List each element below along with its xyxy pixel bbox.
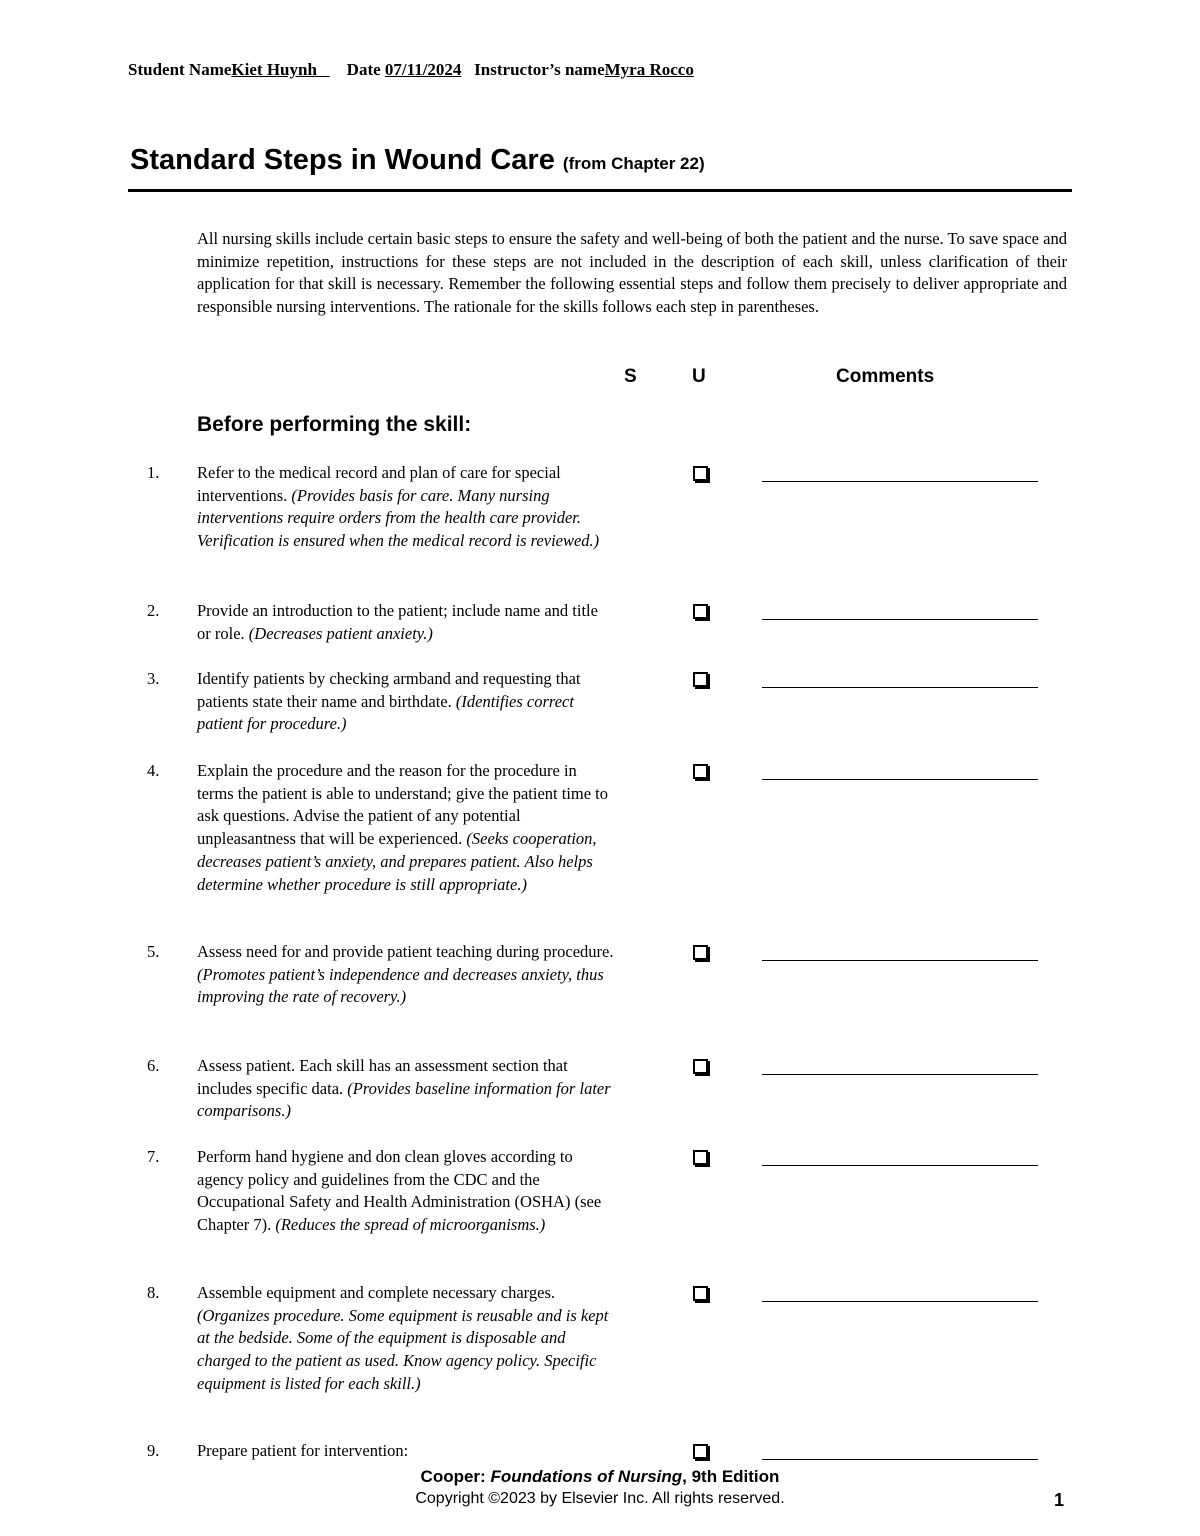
step-checkbox[interactable] xyxy=(693,604,708,619)
step-checkbox[interactable] xyxy=(693,1286,708,1301)
title-divider xyxy=(128,189,1072,192)
comment-line[interactable] xyxy=(762,1301,1038,1302)
column-header-satisfactory: S xyxy=(624,366,637,387)
student-name-value: Kiet Huynh xyxy=(231,60,317,79)
step-text: Identify patients by checking armband and requesting that patients state their name and birthdate. (Identifies correct patient for procedure.) xyxy=(197,669,581,734)
step-checkbox[interactable] xyxy=(693,672,708,687)
page-number: 1 xyxy=(1054,1490,1065,1510)
step-checkbox[interactable] xyxy=(693,945,708,960)
step-text: Perform hand hygiene and don clean gloves according to agency policy and guidelines from the CDC and the Occupational Safety and Health Administration (OSHA) (see Chapter 7). (Reduces the spread of microorganisms.) xyxy=(197,1147,602,1235)
comment-line[interactable] xyxy=(762,1165,1038,1166)
column-header-comments: Comments xyxy=(836,366,935,387)
comment-line[interactable] xyxy=(762,687,1038,688)
step-rationale: (Decreases patient anxiety.) xyxy=(248,623,433,643)
book-citation: Cooper: Foundations of Nursing, 9th Edition xyxy=(420,1467,780,1486)
step-number: 2. xyxy=(147,601,160,620)
instructor-name-value: Myra Rocco xyxy=(604,60,694,79)
step-number: 4. xyxy=(147,761,160,780)
column-header-unsatisfactory: U xyxy=(692,366,706,387)
step-number: 9. xyxy=(147,1441,160,1460)
step-rationale: (Seeks cooperation, decreases patient’s anxiety, and prepares patient. Also helps determine whether procedure is still appropriate.) xyxy=(197,829,597,894)
copyright-notice: Copyright ©2023 by Elsevier Inc. All rights reserved. xyxy=(415,1490,785,1507)
step-checkbox[interactable] xyxy=(693,1444,708,1459)
intro-paragraph: All nursing skills include certain basic steps to ensure the safety and well-being of both the patient and the nurse. To save space and minimize repetition, instructions for these steps are not included in the description of each skill, unless clarification of their application for that skill is necessary. Remember the following essential steps and follow them precisely to deliver appropriate and responsible nursing interventions. The rationale for the skills follows each step in parentheses. xyxy=(197,229,1067,317)
step-number: 5. xyxy=(147,942,160,961)
step-number: 6. xyxy=(147,1056,160,1075)
step-checkbox[interactable] xyxy=(693,1150,708,1165)
page-footer xyxy=(0,1467,1200,1508)
step-number: 1. xyxy=(147,463,160,482)
comment-line[interactable] xyxy=(762,779,1038,780)
comment-line[interactable] xyxy=(762,960,1038,961)
step-rationale: (Provides baseline information for later comparisons.) xyxy=(197,1078,611,1121)
section-heading: Before performing the skill: xyxy=(197,413,472,436)
step-rationale: (Promotes patient’s independence and decreases anxiety, thus improving the rate of recovery.) xyxy=(197,964,604,1007)
step-checkbox[interactable] xyxy=(693,764,708,779)
step-text: Refer to the medical record and plan of care for special interventions. (Provides basis for care. Many nursing interventions require orders from the health care provider. Verification is ensured when the medical record is reviewed.) xyxy=(197,463,600,551)
date-label: Date xyxy=(346,60,381,79)
step-text: Provide an introduction to the patient; include name and title or role. (Decreases patient anxiety.) xyxy=(197,601,598,643)
title-sub: (from Chapter 22) xyxy=(562,154,705,173)
comment-line[interactable] xyxy=(762,481,1038,482)
step-rationale: (Provides basis for care. Many nursing interventions require orders from the health care provider. Verification is ensured when the medical record is reviewed.) xyxy=(197,485,600,551)
title-main: Standard Steps in Wound Care xyxy=(130,144,555,176)
step-rationale: (Reduces the spread of microorganisms.) xyxy=(275,1215,546,1235)
instructor-label: Instructor’s name xyxy=(474,60,605,79)
step-checkbox[interactable] xyxy=(693,1059,708,1074)
step-text: Assess patient. Each skill has an assessment section that includes specific data. (Provides baseline information for later comparisons.) xyxy=(197,1056,611,1121)
page-title xyxy=(130,144,705,177)
step-number: 7. xyxy=(147,1147,160,1166)
comment-line[interactable] xyxy=(762,619,1038,620)
student-name-label: Student Name xyxy=(128,60,232,79)
step-text: Explain the procedure and the reason for the procedure in terms the patient is able to understand; give the patient time to ask questions. Advise the patient of any potential unpleasantness that will be experienced. (Seeks cooperation, decreases patient’s anxiety, and prepares patient. Also helps determine whether procedure is still appropriate.) xyxy=(197,761,609,894)
step-rationale: (Organizes procedure. Some equipment is reusable and is kept at the bedside. Some of the equipment is disposable and charged to the patient as used. Know agency policy. Specific equipment is listed for each skill.) xyxy=(197,1305,609,1393)
date-value: 07/11/2024 xyxy=(384,60,462,79)
step-number: 8. xyxy=(147,1283,160,1302)
step-text: Assemble equipment and complete necessary charges. (Organizes procedure. Some equipment is reusable and is kept at the bedside. Some of the equipment is disposable and charged to the patient as used. Know agency policy. Specific equipment is listed for each skill.) xyxy=(197,1283,609,1393)
comment-line[interactable] xyxy=(762,1074,1038,1075)
step-number: 3. xyxy=(147,669,160,688)
step-text: Prepare patient for intervention: xyxy=(197,1441,409,1460)
student-info-header xyxy=(128,60,694,80)
comment-line[interactable] xyxy=(762,1459,1038,1460)
step-checkbox[interactable] xyxy=(693,466,708,481)
step-text: Assess need for and provide patient teaching during procedure. (Promotes patient’s independence and decreases anxiety, thus improving the rate of recovery.) xyxy=(197,942,614,1007)
step-rationale: (Identifies correct patient for procedure.) xyxy=(197,691,574,734)
